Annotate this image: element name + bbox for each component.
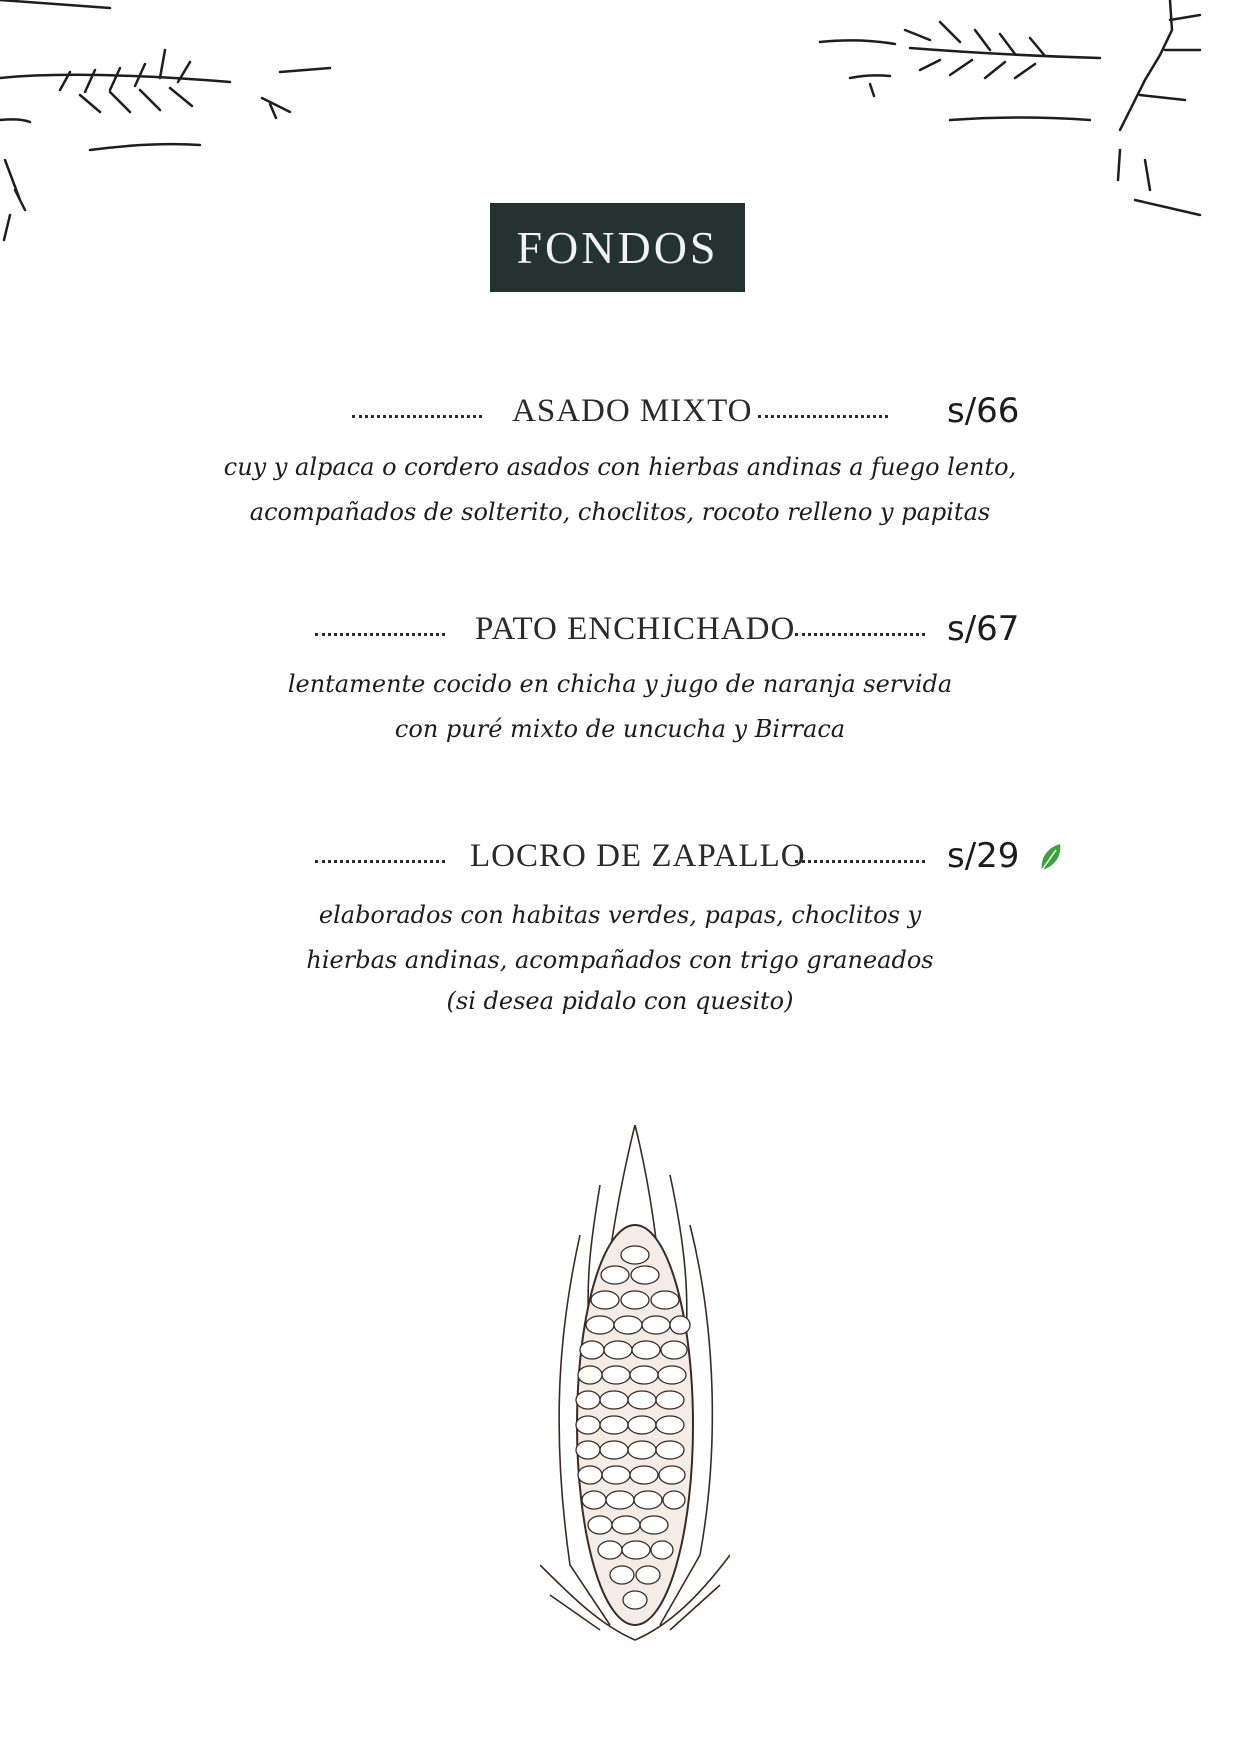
dotted-leader [315,860,445,863]
item-description [200,445,1040,535]
dotted-leader [795,633,925,636]
branch-right-illustration [800,0,1241,240]
menu-item-header [300,838,1080,878]
item-price: s/66 [947,391,1020,431]
description-line: elaborados con habitas verdes, papas, choclitos y [318,901,922,929]
leaf-icon [1038,842,1064,872]
section-title: FONDOS [490,203,745,292]
branch-left-illustration [0,0,360,250]
menu-item-header [300,393,1080,433]
item-description [200,893,1040,1019]
description-line: cuy y alpaca o cordero asados con hierbas andinas a fuego lento, [223,453,1017,481]
description-line: (si desea pidalo con quesito) [446,987,794,1015]
dotted-leader [758,415,888,418]
menu-item-header [300,611,1080,651]
dotted-leader [795,860,925,863]
description-line: con puré mixto de uncucha y Birraca [394,715,846,743]
dotted-leader [352,415,482,418]
item-price: s/29 [947,836,1020,876]
item-name: PATO ENCHICHADO [475,611,796,647]
description-line: lentamente cocido en chicha y jugo de naranja servida [287,670,953,698]
item-description [200,662,1040,752]
item-name: LOCRO DE ZAPALLO [470,838,806,874]
item-price: s/67 [947,609,1020,649]
item-name: ASADO MIXTO [512,393,753,429]
description-line: acompañados de solterito, choclitos, rocoto relleno y papitas [249,498,991,526]
corn-illustration [540,1125,730,1645]
dotted-leader [315,633,445,636]
description-line: hierbas andinas, acompañados con trigo graneados [306,946,934,974]
